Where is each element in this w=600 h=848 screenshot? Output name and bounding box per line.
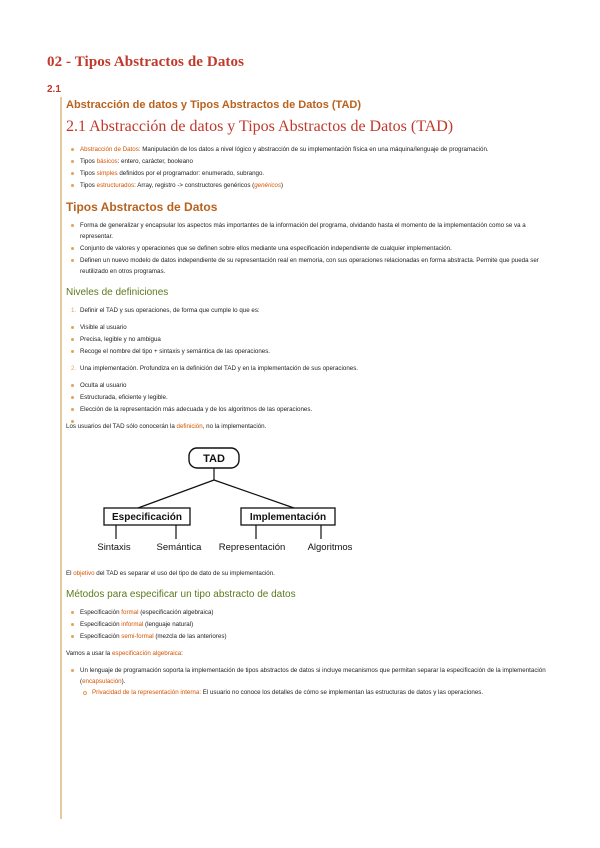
numbered-item [71,363,560,374]
para-text: El [66,570,74,577]
list-item [80,168,560,179]
para-text: : [181,650,183,657]
highlight-text: Abstracción de Datos: [80,146,141,153]
item-prefix: Tipos [80,170,97,177]
tad-diagram [76,442,560,562]
section-heading-abstraccion: Abstracción de datos y Tipos Abstractos de Datos (TAD) [66,99,362,111]
highlight-text: básicos [96,158,118,165]
highlight-text: formal [121,609,139,616]
vamos-paragraph [66,648,560,659]
usuarios-paragraph [66,421,560,432]
section-heading-metodos: Métodos para especificar un tipo abstracto de datos [66,589,296,600]
document-body [60,97,560,819]
item-prefix: Especificación [80,621,122,628]
tipos-list [66,220,560,277]
list-item: Visible al usuario [80,322,560,333]
item-prefix: Especificación [80,633,122,640]
tad-diagram-svg [76,442,376,557]
item-text: El usuario no conoce los detalles de cómo se implementan las estructuras de datos y las operaciones. [201,689,484,696]
list-item [80,631,560,642]
highlight-text: simples [96,170,118,177]
step-text: Una implementación. Profundiza en la definición del TAD y en la implementación de sus operaciones. [80,365,359,372]
abstraccion-list [66,144,560,191]
diagram-connector [214,480,294,508]
list-item: Definen un nuevo modelo de datos independiente de su representación real en memoria, con sus operaciones relacionadas en forma abstracta. Permite que pueda ser reutilizado en otros programas. [80,255,560,277]
highlight-text: semi-formal [121,633,154,640]
section-number: 2.1 [47,84,61,95]
list-item: Oculta al usuario [80,380,560,391]
list-item [80,144,560,155]
lenguaje-list [66,665,560,698]
diagram-left-label: Especificación [111,512,183,523]
list-item [80,156,560,167]
objetivo-paragraph [66,568,560,579]
item-text: ). [121,678,126,685]
list-item: Conjunto de valores y operaciones que se definen sobre ellos mediante una especificación independiente de cualquier implementación. [80,243,560,254]
list-item [92,687,560,698]
list-item: Precisa, legible y no ambigua [80,334,560,345]
item-text: (lenguaje natural) [143,621,194,628]
para-text: Los usuarios del TAD sólo conocerán la [66,423,177,430]
diagram-leaf-label: Semántica [156,542,202,553]
para-text: del TAD es separar el uso del tipo de dato de su implementación. [94,570,275,577]
item-text: Un lenguaje de programación soporta la implementación de tipos abstractos de datos si incluye mecanismos que permitan separar la especificación de la implementación ( [80,667,546,685]
list-item: Recoge el nombre del tipo + sintaxis y semántica de las operaciones. [80,346,560,357]
item-suffix: ) [281,182,284,189]
highlight-text: Privacidad de la representación interna: [92,689,202,696]
list-item [80,607,560,618]
page-title: 02 - Tipos Abstractos de Datos [47,54,245,70]
diagram-root-label: TAD [203,453,225,465]
item-text: Manipulación de los datos a nivel lógico y abstracción de su implementación física en una máquina/lenguaje de programación. [140,146,489,153]
step-text: Definir el TAD y sus operaciones, de forma que cumple lo que es: [80,307,260,314]
item-text: definidos por el programador: enumerado, subrango. [117,170,265,177]
diagram-leaf-label: Representación [218,542,286,553]
diagram-leaf-label: Sintaxis [97,542,131,553]
list-item: Forma de generalizar y encapsular los aspectos más importantes de la información del programa, olvidando hasta el momento de la implementación como se va a representar. [80,220,560,242]
highlight-italic: genéricos [254,182,282,189]
para-text: Vamos a usar la [66,650,112,657]
niveles-step-1-list [66,322,560,357]
item-text: : entero, carácter, booleano [117,158,193,165]
step-number: 1. [71,307,77,314]
numbered-item [71,305,560,316]
niveles-step-2-list [66,380,560,415]
item-text: (mezcla de las anteriores) [153,633,227,640]
list-item [80,665,560,698]
item-prefix: Tipos [80,182,97,189]
metodos-list [66,607,560,642]
diagram-connector [138,480,214,508]
section-heading-big: 2.1 Abstracción de datos y Tipos Abstractos de Datos (TAD) [66,118,454,135]
section-heading-niveles: Niveles de definiciones [66,287,169,298]
list-item [80,180,560,191]
highlight-text: encapsulación [82,678,122,685]
diagram-right-label: Implementación [249,512,327,523]
list-item: Estructurada, eficiente y legible. [80,392,560,403]
list-item [80,619,560,630]
highlight-text: especificación algebraica [111,650,182,657]
para-text: , no la implementación. [202,423,267,430]
highlight-text: informal [121,621,144,628]
item-prefix: Tipos [80,158,97,165]
sub-list [80,687,560,698]
niveles-step-1 [66,305,560,316]
item-text: (especificación algebraica) [138,609,214,616]
step-number: 2. [71,365,77,372]
highlight-text: estructurados [96,182,135,189]
section-heading-tipos: Tipos Abstractos de Datos [66,200,218,214]
highlight-text: definición [176,423,203,430]
niveles-step-2 [66,363,560,374]
item-prefix: Especificación [80,609,122,616]
list-item: Elección de la representación más adecuada y de los algoritmos de las operaciones. [80,404,560,415]
item-text: : Array, registro -> constructores genéricos ( [134,182,255,189]
highlight-text: objetivo [73,570,95,577]
diagram-leaf-label: Algoritmos [307,542,353,553]
